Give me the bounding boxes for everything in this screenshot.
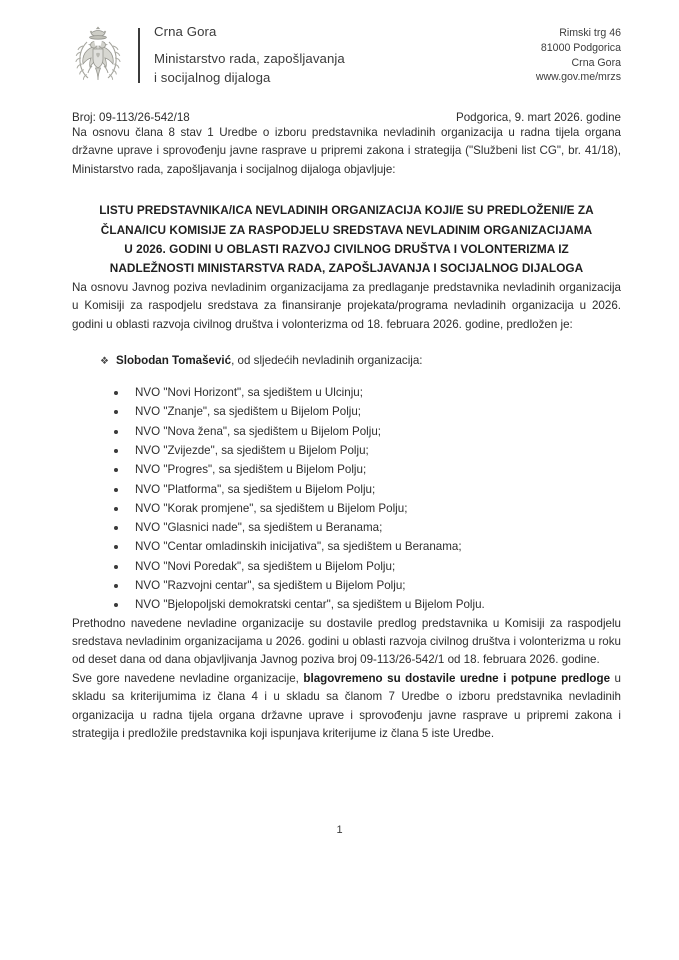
ministry-name-line-1: Ministarstvo rada, zapošljavanja [154, 50, 345, 66]
list-item: NVO "Novi Poredak", sa sjedištem u Bijelom Polju; [112, 557, 621, 576]
final-paragraph-part-2: u skladu sa kriterijumima iz člana 4 i u skladu sa članom 7 Uredbe o izboru predstavnika nevladinih organizacija u radna tijela organa državne uprave i sprovođenju javne rasprave u pripremi zakona i strategija i predložile predstavnika koji ispunjava kriterijume iz člana 5 iste Uredbe. [72, 671, 621, 741]
intro-paragraph: Na osnovu člana 8 stav 1 Uredbe o izboru predstavnika nevladinih organizacija u radna tijela organa državne uprave i sprovođenju javne rasprave u pripremi zakona i strategija ("Službeni list CG", br. 41/18), Ministarstvo rada, zapošljavanja i socijalnog dijaloga objavljuje: [72, 126, 621, 176]
ministry-address-block [536, 22, 621, 85]
final-paragraph [72, 670, 621, 744]
reference-line [0, 111, 679, 124]
final-paragraph-bold: blagovremeno su dostavile uredne i potpune predloge [303, 671, 611, 685]
ngo-list [72, 383, 621, 615]
diamond-bullet-icon: ❖ [100, 356, 109, 368]
list-item: NVO "Novi Horizont", sa sjedištem u Ulcinju; [112, 383, 621, 402]
title-line-1: LISTU PREDSTAVNIKA/ICA NEVLADINIH ORGANIZACIJA KOJI/E SU PREDLOŽENI/E ZA [99, 203, 594, 218]
document-title [72, 201, 621, 279]
title-line-4: NADLEŽNOSTI MINISTARSTVA RADA, ZAPOŠLJAVANJA I SOCIJALNOG DIJALOGA [109, 261, 584, 276]
list-item: NVO "Glasnici nade", sa sjedištem u Beranama; [112, 518, 621, 537]
letterhead [0, 0, 679, 88]
candidate-name: Slobodan Tomašević [116, 354, 232, 368]
list-item: NVO "Korak promjene", sa sjedištem u Bijelom Polju; [112, 499, 621, 518]
candidate-suffix: , od sljedećih nevladinih organizacija: [231, 354, 423, 368]
ministry-name-line-2: i socijalnog dijaloga [154, 70, 271, 86]
title-line-3: U 2026. GODINI U OBLASTI RAZVOJ CIVILNOG DRUŠTVA I VOLONTERIZMA IZ [124, 242, 569, 257]
place-and-date: Podgorica, 9. mart 2026. godine [456, 111, 621, 124]
list-item: NVO "Platforma", sa sjedištem u Bijelom Polju; [112, 480, 621, 499]
country-name: Crna Gora [154, 24, 217, 40]
document-body [0, 124, 679, 743]
ministry-name-block [154, 22, 345, 88]
list-item: NVO "Bjelopoljski demokratski centar", sa sjedištem u Bijelom Polju. [112, 595, 621, 614]
final-paragraph-part-1: Sve gore navedene nevladine organizacije, [72, 671, 304, 685]
address-city: 81000 Podgorica [540, 41, 621, 54]
list-item: NVO "Razvojni centar", sa sjedištem u Bijelom Polju; [112, 576, 621, 595]
list-item: NVO "Znanje", sa sjedištem u Bijelom Polju; [112, 402, 621, 421]
page-number: 1 [336, 824, 343, 836]
basis-paragraph: Na osnovu Javnog poziva nevladinim organizacijama za predlaganje predstavnika nevladinih organizacija u Komisiji za raspodjelu sredstava za finansiranje projekata/programa nevladinih organizacija u 2026. godini u oblasti razvoja civilnog društva i volonterizma od 18. februara 2026. godine, predložen je: [72, 280, 621, 331]
address-street: Rimski trg 46 [559, 27, 621, 39]
after-list-paragraph: Prethodno navedene nevladine organizacije su dostavile predlog predstavnika u Komisiji za raspodjelu sredstava nevladinim organizacijama u 2026. godini u oblasti razvoja civilnog društva i volonterizma u roku od deset dana od dana objavljivanja Javnog poziva broj 09-113/26-542/1 od 18. februara 2026. godine. [72, 616, 621, 667]
list-item: NVO "Nova žena", sa sjedištem u Bijelom Polju; [112, 422, 621, 441]
document-number: Broj: 09-113/26-542/18 [72, 111, 190, 124]
list-item: NVO "Zvijezde", sa sjedištem u Bijelom Polju; [112, 441, 621, 460]
montenegro-coat-of-arms-icon [70, 22, 126, 88]
header-divider [138, 28, 140, 83]
list-item: NVO "Progres", sa sjedištem u Bijelom Polju; [112, 460, 621, 479]
list-item: NVO "Centar omladinskih inicijativa", sa sjedištem u Beranama; [112, 537, 621, 556]
address-country: Crna Gora [571, 56, 621, 69]
ministry-branding [70, 22, 345, 88]
address-website: www.gov.me/mrzs [535, 71, 621, 84]
title-line-2: ČLANA/ICU KOMISIJE ZA RASPODJELU SREDSTAVA NEVLADINIM ORGANIZACIJAMA [100, 222, 593, 237]
candidate-row [72, 352, 621, 371]
